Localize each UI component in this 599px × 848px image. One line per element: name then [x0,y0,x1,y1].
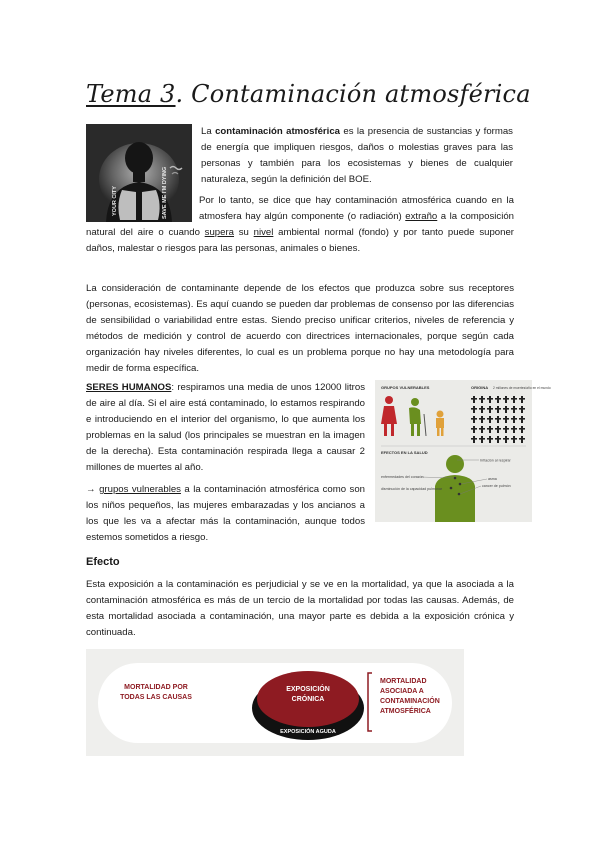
img2-origina-label: ORIGINA [471,385,489,390]
vulnerable-label: grupos vulnerables [99,484,181,495]
intro-text-2: es la presencia de sustancias y formas de energía que impliquen riesgos, daños o molestias graves para las personas y también para los ecosistemas y bienes de cualquier naturaleza, según la definición del BOE. [201,126,513,186]
img3-bottom-label: EXPOSICIÓN AGUDA [280,729,336,735]
p2-underline-supera: supera [204,227,235,239]
img1-left-text: YOUR CITY [112,186,118,216]
definition-paragraph [86,193,514,257]
img2-efectos-label: EFECTOS EN LA SALUD [381,450,428,455]
img2-dism-label: disminución de la capacidad pulmonar [381,487,443,491]
img2-grupos-label: GRUPOS VULNERABLES [381,385,430,390]
img3-center-line2: CRÓNICA [291,696,325,703]
img3-left-line2: TODAS LAS CAUSAS [120,694,192,701]
health-effects-infographic [375,380,551,522]
img2-enf-label: enfermedades del corazón [381,475,424,479]
contaminant-paragraph: La consideración de contaminante depende de los efectos que produzca sobre sus receptores (personas, ecosistemas). Es aquí cuando se pueden dar problemas de consenso por las diferencias de sensibilidad o variabilidad entre estas. Siendo preciso unificar criterios, niveles de referencia y métodos de medición y control de acuerdo con directrices internacionales, porque según cada organización hay niveles diferentes, lo cual es un problema porque no hay una metodología para medir de forma específica. [86,283,514,375]
vulnerable-paragraph [86,482,365,546]
img3-left-line1: MORTALIDAD POR [124,684,188,691]
p2-underline-extrano: extraño [405,211,438,223]
vulnerable-text: a la contaminación atmosférica como son los niños pequeños, las mujeres embarazadas y los ancianos a los que les va a afectar más la contaminación, aunque todos estemos sometidos a riesgo. [86,484,365,544]
humans-paragraph [86,380,365,477]
mortality-diagram [86,649,464,756]
img3-right-line1: MORTALIDAD [380,678,427,685]
img2-asma-label: asma [488,477,497,481]
img3-right-line4: ATMOSFÉRICA [380,708,431,715]
img1-right-text: SAVE ME I'M DYING [162,166,168,219]
img3-center-line1: EXPOSICIÓN [286,686,330,693]
section-heading-efecto: Efecto [86,556,120,568]
p2-underline-nivel: nivel [253,227,274,239]
p2-text-1: Por lo tanto, se dice que hay contaminación atmosférica cuando en la atmosfera hay algún componente (o radiación) [199,195,514,223]
arrow-icon: → [86,484,100,495]
img2-millones-label: 2 millones de muertes/año en el mundo [493,386,551,390]
title-topic: Tema 3 [86,80,176,108]
effect-paragraph: Esta exposición a la contaminación es perjudicial y se ve en la mortalidad, ya que la asociada a la contaminación atmosférica es más de un tercio de la mortalidad por todas las causas. Además, de esta mortalidad asociada a contaminación, una mayor parte es debida a la exposición crónica y continuada. [86,579,514,639]
img2-irritacion-label: Irritación al respirar [480,458,511,463]
p2-text-4: ambiental normal (fondo) y por tanto puede suponer daños, malestar o riesgos para las personas, animales o bienes. [86,227,514,255]
img3-right-line2: ASOCIADA A [380,688,424,695]
humans-label: SERES HUMANOS [86,382,172,393]
intro-bold: contaminación atmosférica [215,126,340,137]
intro-text-1: La [201,126,216,137]
img3-right-line3: CONTAMINACIÓN [380,698,440,705]
humans-text: : respiramos una media de unos 12000 litros de aire al día. Si el aire está contaminado, lo estamos respirando e introduciendo en el interior del organismo, lo que aumenta los problemas en la salud (los principales se muestran en la imagen de la derecha). Esta contaminación respirada llega a causar 2 millones de muertes al año. [86,382,365,474]
img2-cancer-label: cancer de pulmón [482,484,511,488]
page-title [86,80,531,108]
p2-text-2: a la composición natural del aire o cuando [86,211,514,239]
p2-text-3: su [234,227,254,239]
float-spacer [86,193,199,225]
intro-paragraph [201,124,513,188]
title-text: . Contaminación atmosférica [175,80,531,108]
